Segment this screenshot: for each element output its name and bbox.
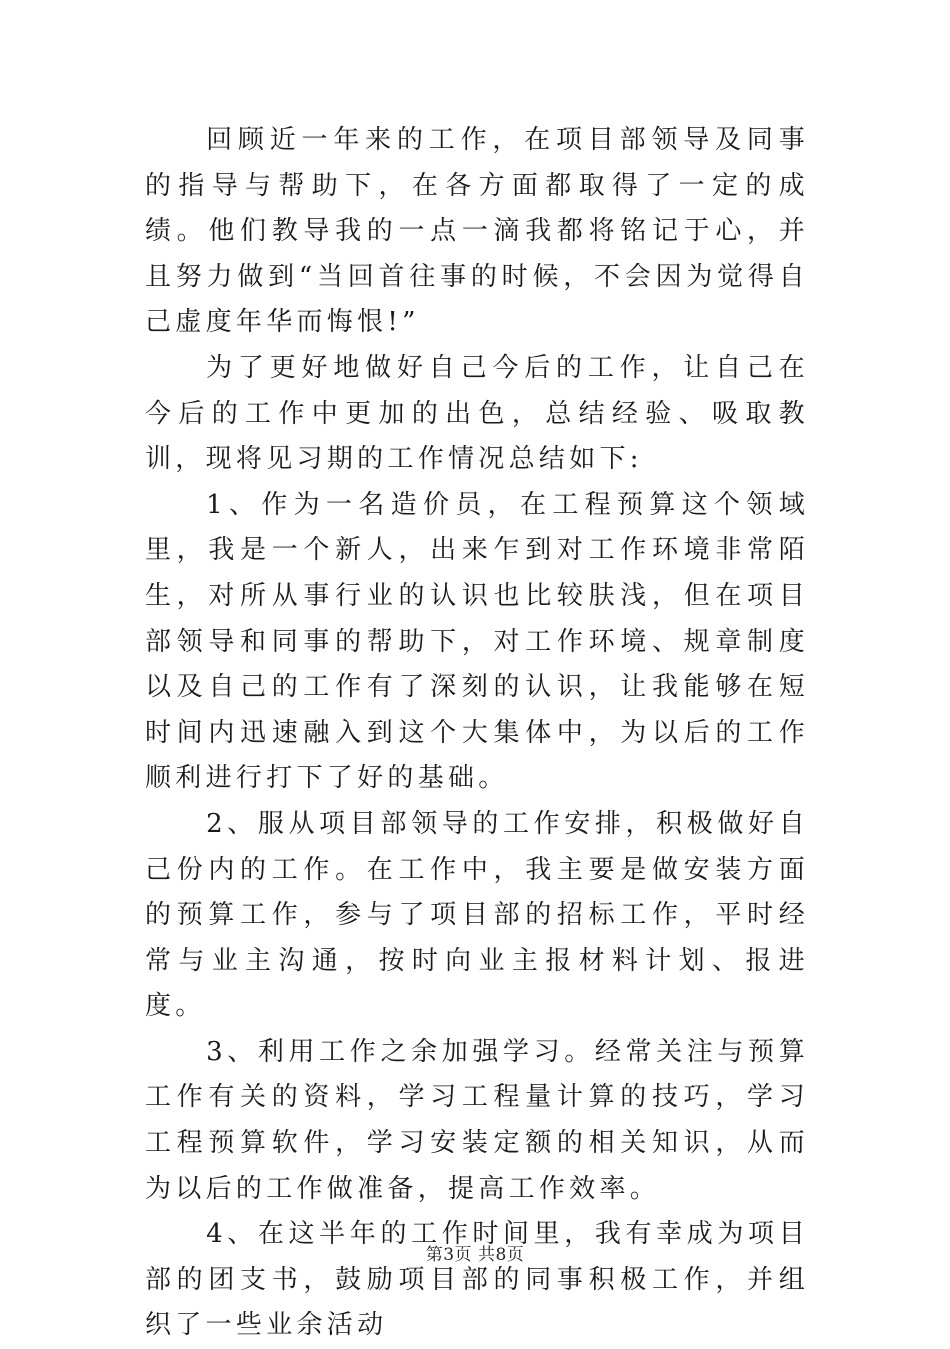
- paragraph-item-3: 3、利用工作之余加强学习。经常关注与预算工作有关的资料，学习工程量计算的技巧，学习工程预算软件，学习安装定额的相关知识，从而为以后的工作做准备，提高工作效率。: [145, 1036, 809, 1204]
- paragraph-item-4: 4、在这半年的工作时间里，我有幸成为项目部的团支书，鼓励项目部的同事积极工作，并组织了一些业余活动: [145, 1219, 809, 1341]
- page-number-footer: 第3页 共8页: [425, 1245, 525, 1265]
- document-body: [145, 118, 809, 1349]
- paragraph-intro: 为了更好地做好自己今后的工作，让自己在今后的工作中更加的出色，总结经验、吸取教训，现将见习期的工作情况总结如下:: [145, 352, 809, 475]
- paragraph-item-1: 1、作为一名造价员，在工程预算这个领域里，我是一个新人，出来乍到对工作环境非常陌生，对所从事行业的认识也比较肤浅，但在项目部领导和同事的帮助下，对工作环境、规章制度以及自己的工作有了深刻的认识，让我能够在短时间内迅速融入到这个大集体中，为以后的工作顺利进行打下了好的基础。: [145, 489, 809, 794]
- paragraph-item-2: 2、服从项目部领导的工作安排，积极做好自己份内的工作。在工作中，我主要是做安装方面的预算工作，参与了项目部的招标工作，平时经常与业主沟通，按时向业主报材料计划、报进度。: [145, 808, 809, 1022]
- paragraph-review: 回顾近一年来的工作，在项目部领导及同事的指导与帮助下，在各方面都取得了一定的成绩。他们教导我的一点一滴我都将铭记于心，并且努力做到“当回首往事的时候，不会因为觉得自己虚度年华而悔恨!”: [145, 125, 809, 338]
